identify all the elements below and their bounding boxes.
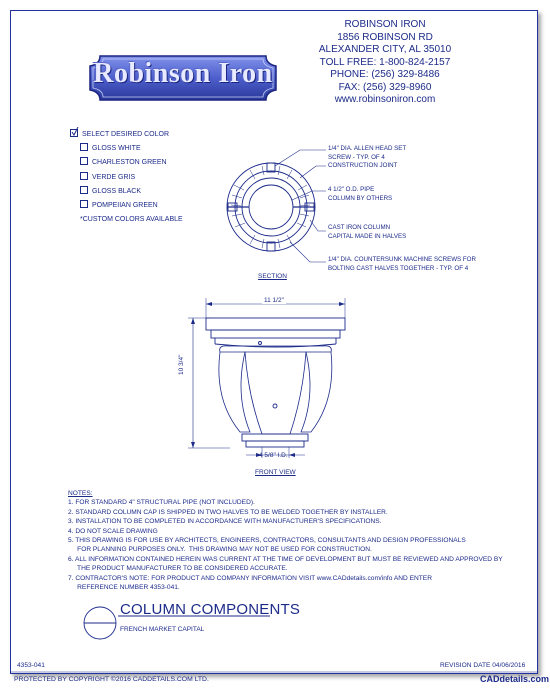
section-label: SECTION xyxy=(258,273,287,280)
note-line: 2. STANDARD COLUMN CAP IS SHIPPED IN TWO HALVES TO BE WELDED TOGETHER BY INSTALLER. xyxy=(68,508,388,516)
note-line: 7. CONTRACTOR'S NOTE: FOR PRODUCT AND COMPANY INFORMATION VISIT www.CADdetails.com/info AND ENTER xyxy=(68,574,432,582)
color-option-0[interactable]: GLOSS WHITE xyxy=(70,142,183,156)
company-phone: PHONE: (256) 329-8486 xyxy=(330,69,440,80)
callout-pipe: 4 1/2" O.D. PIPE COLUMN BY OTHERS xyxy=(328,186,393,202)
note-line: REFERENCE NUMBER 4353-041. xyxy=(68,584,180,592)
logo-text: Robinson Iron xyxy=(93,58,273,89)
company-toll-free: TOLL FREE: 1-800-824-2157 xyxy=(319,56,451,68)
callout-machine-screws: 1/4" DIA. COUNTERSUNK MACHINE SCREWS FOR BOLTING CAST HALVES TOGETHER - TYP. OF 4 xyxy=(328,256,476,272)
custom-colors-note: *CUSTOM COLORS AVAILABLE xyxy=(80,216,183,224)
company-city: ALEXANDER CITY, AL 35010 xyxy=(318,44,452,55)
front-view-label: FRONT VIEW xyxy=(255,469,296,476)
note-line: FOR PLANNING PURPOSES ONLY. THIS DRAWING MAY NOT BE USED FOR CONSTRUCTION. xyxy=(68,546,372,554)
color-header: SELECT DESIRED COLOR xyxy=(82,131,170,138)
revision-date: REVISION DATE 04/06/2016 xyxy=(440,662,526,669)
notes-block xyxy=(68,489,503,592)
company-address: 1856 ROBINSON RD xyxy=(337,31,433,43)
note-line: 5. THIS DRAWING IS FOR USE BY ARCHITECTS, ENGINEERS, CONTRACTORS, CONSULTANTS AND DESIGN PROFESSIONALS xyxy=(68,537,466,545)
note-line: 4. DO NOT SCALE DRAWING xyxy=(68,527,158,535)
note-line: 1. FOR STANDARD 4" STRUCTURAL PIPE (NOT INCLUDED). xyxy=(68,499,255,507)
inner-diameter-dimension: 4 5/8" I.D. xyxy=(259,452,288,459)
caddetails-link[interactable]: CADdetails.com xyxy=(480,674,550,684)
drawing-title: COLUMN COMPONENTS xyxy=(120,601,301,618)
section-view xyxy=(227,163,315,251)
front-view xyxy=(188,298,345,458)
drawing-subtitle: FRENCH MARKET CAPITAL xyxy=(120,626,205,633)
company-name: ROBINSON IRON xyxy=(344,19,426,30)
color-option-1[interactable]: CHARLESTON GREEN xyxy=(70,156,183,170)
company-website[interactable]: www.robinsoniron.com xyxy=(334,94,436,105)
color-option-4[interactable]: POMPEIIAN GREEN xyxy=(70,199,183,213)
color-option-3[interactable]: GLOSS BLACK xyxy=(70,185,183,199)
width-dimension: 11 1/2" xyxy=(264,297,284,304)
height-dimension: 10 3/4" xyxy=(178,354,185,375)
note-line: THE PRODUCT MANUFACTURER TO BE CONSIDERED ACCURATE. xyxy=(68,565,288,573)
callout-allen-screw: 1/4" DIA. ALLEN HEAD SET SCREW - TYP. OF 4 xyxy=(328,145,407,161)
callout-construction-joint: CONSTRUCTION JOINT xyxy=(328,162,398,169)
note-line: 6. ALL INFORMATION CONTAINED HEREIN WAS CURRENT AT THE TIME OF DEVELOPMENT BUT MUST BE REVIEWED AND APPROVED BY xyxy=(68,555,503,563)
color-option-2[interactable]: VERDE GRIS xyxy=(70,171,183,185)
drawing-number: 4353-041 xyxy=(17,662,45,669)
copyright-notice: PROTECTED BY COPYRIGHT ©2016 CADDETAILS.COM LTD. xyxy=(14,676,209,683)
company-fax: FAX: (256) 329-8960 xyxy=(338,81,432,93)
callout-capital: CAST IRON COLUMN CAPITAL MADE IN HALVES xyxy=(328,224,407,240)
notes-header: NOTES: xyxy=(68,490,93,497)
note-line: 3. INSTALLATION TO BE COMPLETED IN ACCORDANCE WITH MANUFACTURER'S SPECIFICATIONS. xyxy=(68,518,382,526)
